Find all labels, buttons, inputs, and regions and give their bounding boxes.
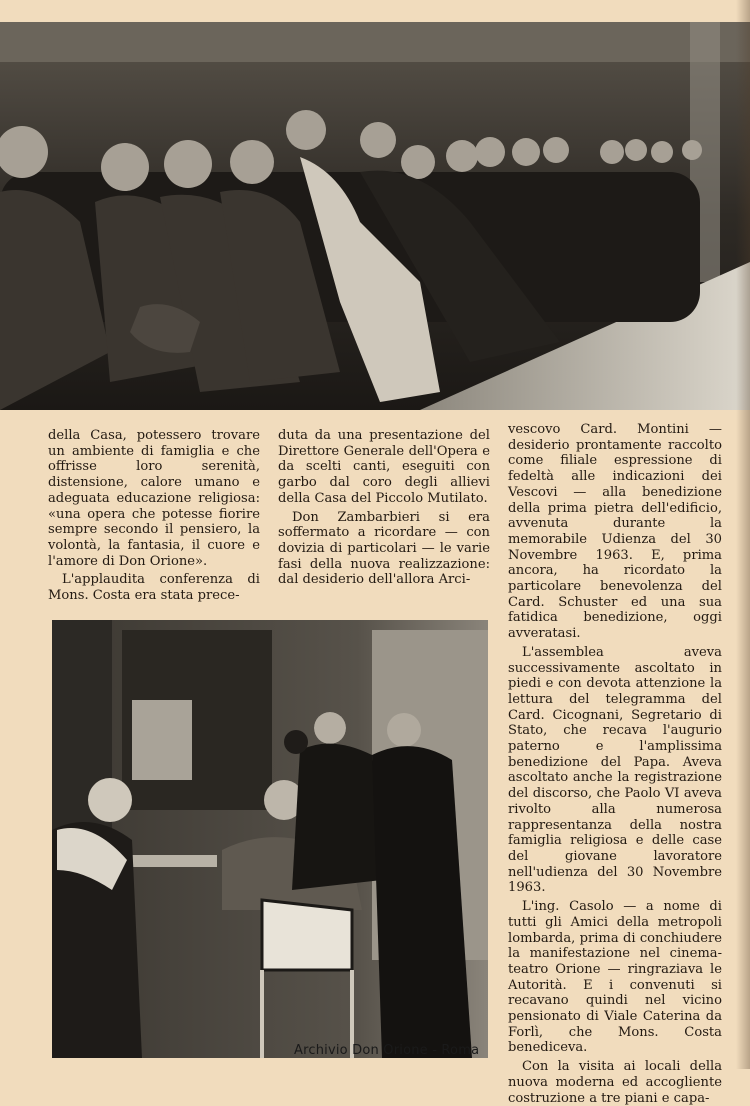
article-column-1 xyxy=(48,428,260,604)
paragraph: L'ing. Casolo — a nome di tutti gli Amici della metropoli lombarda, prima di conchiudere la manifestazione nel cinema-teatro Orione — ringraziava le Autorità. E i convenuti si recavano quindi nel vicino pensionato di Viale Caterina da Forlì, che Mons. Costa benediceva. xyxy=(508,899,722,1056)
article-column-3 xyxy=(508,422,722,1106)
archive-watermark: Archivio Don Orione - Roma xyxy=(294,1043,480,1058)
article-column-2 xyxy=(278,428,490,588)
paragraph: L'assemblea aveva successivamente ascoltato in piedi e con devota attenzione la lettura del telegramma del Card. Cicognani, Segretario di Stato, che recava l'augurio paterno e l'amplissima benedizione del Papa. Aveva ascoltato anche la registrazione del discorso, che Paolo VI aveva rivolto alla numerosa rappresentanza della nostra famiglia religiosa e delle case del giovane lavoratore nell'udienza del 30 Novembre 1963. xyxy=(508,644,722,896)
paragraph: L'applaudita conferenza di Mons. Costa era stata prece- xyxy=(48,572,260,604)
photo-audience xyxy=(0,22,750,410)
paragraph: vescovo Card. Montini — desiderio prontamente raccolto come filiale espressione di fedeltà alle indicazioni dei Vescovi — alla benedizione della prima pietra dell'edificio, avvenuta durante la memorabile Udienza del 30 Novembre 1963. E, prima ancora, ha ricordato la particolare benevolenza del Card. Schuster ed una sua fatidica benedizione, oggi avveratasi. xyxy=(508,422,722,642)
photo-visit xyxy=(52,620,488,1058)
paragraph: della Casa, potessero trovare un ambiente di famiglia e che offrisse loro serenità, distensione, calore umano e adeguata educazione religiosa: «una opera che potesse fiorire sempre secondo il pensiero, la volontà, la fantasia, il cuore e l'amore di Don Orione». xyxy=(48,428,260,569)
paragraph: Con la visita ai locali della nuova moderna ed accogliente costruzione a tre piani e capa- xyxy=(508,1059,722,1106)
paragraph: Don Zambarbieri si era soffermato a ricordare — con dovizia di particolari — le varie fasi della nuova realizzazione: dal desiderio dell'allora Arci- xyxy=(278,509,490,588)
paragraph: duta da una presentazione del Direttore Generale dell'Opera e da scelti canti, eseguiti con garbo dal coro degli allievi della Casa del Piccolo Mutilato. xyxy=(278,428,490,506)
page-edge-shadow xyxy=(736,0,750,1069)
